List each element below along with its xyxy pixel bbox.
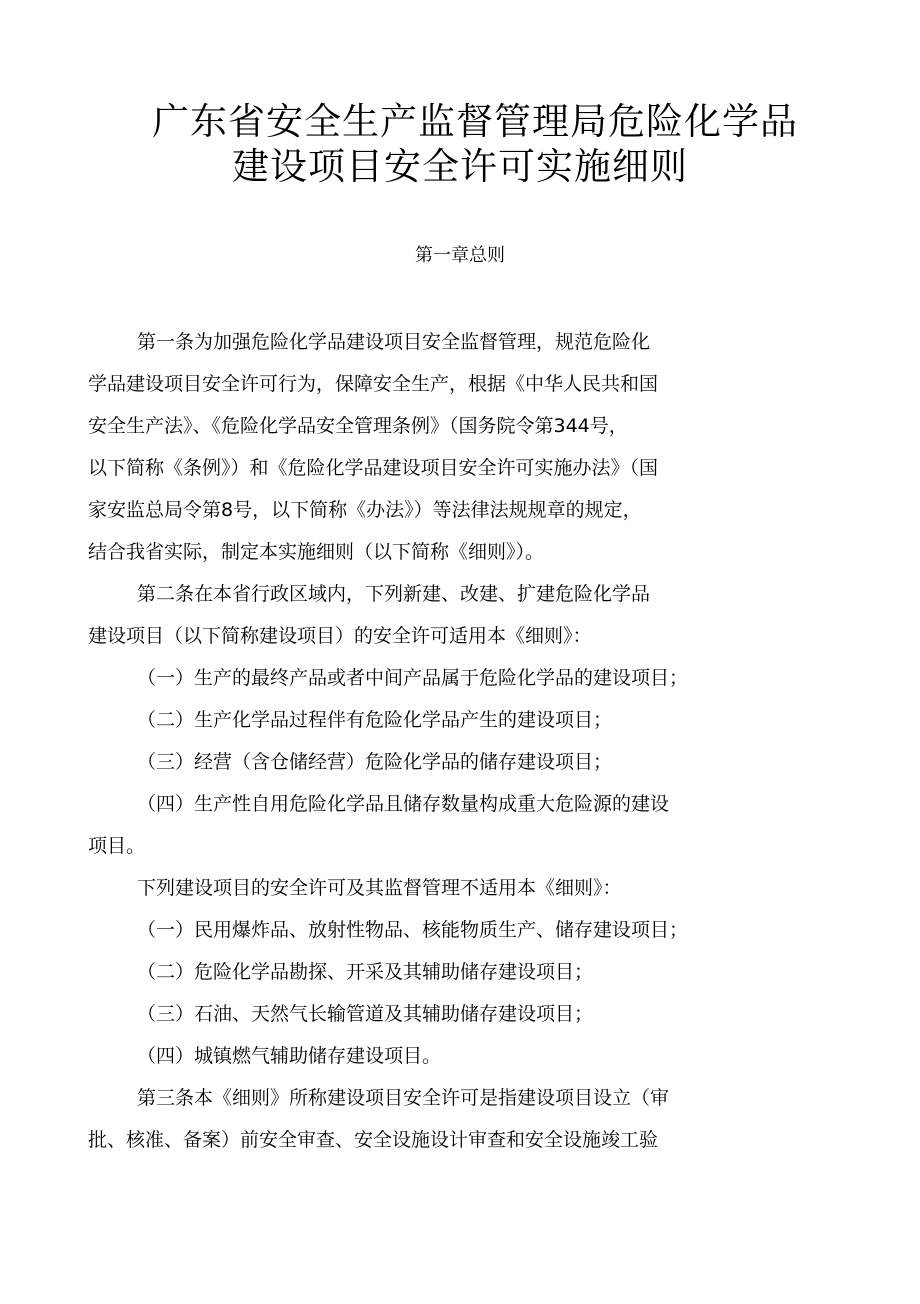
list-item: （一）民用爆炸品、放射性物品、核能物质生产、储存建设项目； (137, 919, 689, 941)
list-item: （一）生产的最终产品或者中间产品属于危险化学品的建设项目； (137, 667, 689, 689)
list-item: （二）生产化学品过程伴有危险化学品产生的建设项目； (137, 709, 613, 731)
document-title-line-2: 建设项目安全许可实施细则 (232, 145, 688, 188)
list-item: （四）生产性自用危险化学品且储存数量构成重大危险源的建设 (137, 793, 670, 815)
body-line: 安全生产法》、《危险化学品安全管理条例》（国务院令第344号， (88, 415, 628, 437)
body-line: 批、核准、备案）前安全审查、安全设施设计审查和安全设施竣工验 (88, 1129, 659, 1151)
body-line: 结合我省实际，制定本实施细则（以下简称《细则》）。 (88, 541, 545, 563)
body-line: 以下简称《条例》）和《危险化学品建设项目安全许可实施办法》（国 (88, 457, 659, 479)
body-line: 第一条为加强危险化学品建设项目安全监督管理，规范危险化 (137, 331, 651, 353)
list-item: （二）危险化学品勘探、开采及其辅助储存建设项目； (137, 961, 594, 983)
body-line: 下列建设项目的安全许可及其监督管理不适用本《细则》： (137, 877, 622, 899)
body-line: 第三条本《细则》所称建设项目安全许可是指建设项目设立（审 (137, 1087, 670, 1109)
body-line: 项目。 (88, 835, 146, 857)
chapter-heading: 第一章总则 (415, 245, 505, 266)
list-item: （三）石油、天然气长输管道及其辅助储存建设项目； (137, 1003, 594, 1025)
body-line: 第二条在本省行政区域内，下列新建、改建、扩建危险化学品 (137, 583, 651, 605)
document-title-line-1: 广东省安全生产监督管理局危险化学品 (152, 100, 798, 143)
list-item: （三）经营（含仓储经营）危险化学品的储存建设项目； (137, 751, 613, 773)
body-line: 学品建设项目安全许可行为，保障安全生产，根据《中华人民共和国 (88, 373, 659, 395)
body-line: 家安监总局令第8号，以下简称《办法》）等法律法规规章的规定， (88, 499, 642, 521)
list-item: （四）城镇燃气辅助储存建设项目。 (137, 1045, 442, 1067)
body-line: 建设项目（以下简称建设项目）的安全许可适用本《细则》： (88, 625, 592, 647)
